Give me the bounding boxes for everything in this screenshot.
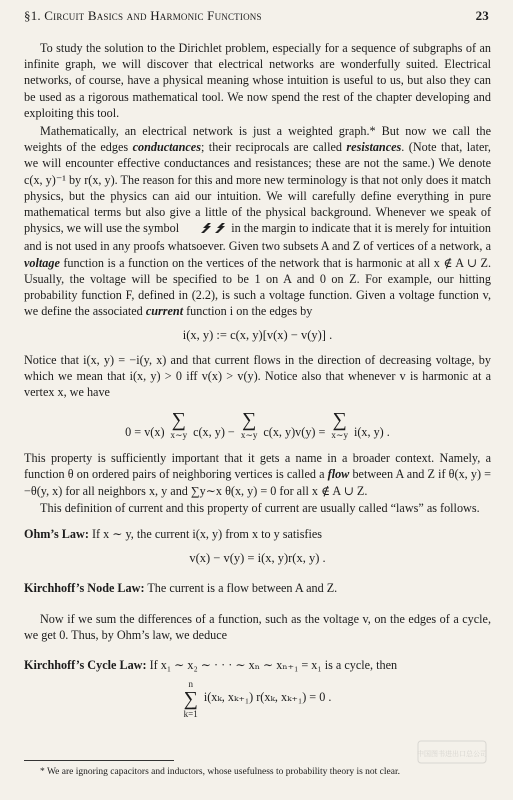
ohms-law: Ohm’s Law: If x ∼ y, the current i(x, y) from x to y satisfies	[24, 527, 323, 542]
ohms-law-title: Ohm’s Law:	[24, 527, 89, 542]
footnote: * We are ignoring capacitors and inductors, whose usefulness to probability theory is not clear.	[40, 767, 400, 777]
publisher-stamp-watermark	[417, 740, 487, 764]
page-number: 23	[475, 8, 489, 23]
paragraph-cycle-sum: Now if we sum the differences of a function, such as the voltage v, on the edges of a cycle, we get 0. Thus, by Ohm’s law, we deduce	[24, 611, 491, 642]
equation-ohm: v(x) − v(y) = i(x, y)r(x, y) .	[189, 551, 326, 566]
node-law-title: Kirchhoff’s Node Law:	[24, 581, 145, 596]
lightning-bolts-icon	[182, 222, 228, 238]
paragraph-network: Mathematically, an electrical network is just a weighted graph.* But now we call the weights of the edges conductances; their reciprocals are called resistances. (Note that, later, we will encounter effective conductances and resistances; these are not the same.) We denote c(x, y)⁻¹ by r(x, y). The reason for this and more new terminology is that not only does it match physics, but the physics can aid our intuition. We will carefully define everything in pure mathematical terms but also give a little of the physical background. Whenever we speak of physics, we will use the symbol in the margin to indicate that it is merely for intuition and is not used in any proofs whatsoever. Given two subsets A and Z of vertices of a network, a voltage function is a function on the vertices of the network that is harmonic at all x ∉ A ∪ Z. Usually, the voltage will be specified to be 1 on A and 0 on Z. For example, our hitting probability function F, defined in (2.2), is such a voltage function. Given a voltage function v, we define the associated current function i on the edges by	[24, 124, 491, 319]
equation-harmonic-sum: 0 = v(x) ∑ x∼y c(x, y) − ∑ x∼y c(x, y)v(y) = ∑ x∼y i(x, y) .	[125, 409, 390, 441]
paragraph-laws-intro: This definition of current and this property of current are usually called “laws” as follows.	[40, 500, 480, 515]
paragraph-current-flow: Notice that i(x, y) = −i(y, x) and that current flows in the direction of decreasing voltage, by which we mean that i(x, y) > 0 iff v(x) > v(y). Notice also that whenever v is harmonic at a vertex x, we have	[24, 352, 491, 400]
equation-current: i(x, y) := c(x, y)[v(x) − v(y)] .	[182, 328, 333, 343]
svg-text:中国图书进出口总公司: 中国图书进出口总公司	[417, 750, 487, 758]
term-flow: flow	[327, 467, 350, 482]
paragraph-intro: To study the solution to the Dirichlet problem, especially for a sequence of subgraphs of an infinite graph, we will discover that electrical networks are wonderfully suited. Electrical networks, of course, have a physical meaning whose intuition is useful to us, but also they can be used as a rigorous mathematical tool. We now spend the rest of the chapter developing and exploiting this tool.	[24, 41, 491, 120]
section-title: §1. Circuit Basics and Harmonic Functions	[24, 8, 262, 23]
term-resistances: resistances	[346, 140, 402, 155]
term-conductances: conductances	[132, 140, 201, 155]
paragraph-flow-definition: This property is sufficiently important that it gets a name in a broader context. Namely, a function θ on ordered pairs of neighboring vertices is called a flow between A and Z if θ(x, y) = −θ(y, x) for all neighbors x, y and ∑y∼x θ(x, y) = 0 for all x ∉ A ∪ Z.	[24, 451, 492, 498]
cycle-law-title: Kirchhoff’s Cycle Law:	[24, 658, 147, 673]
term-voltage: voltage	[24, 255, 60, 270]
kirchhoff-node-law: Kirchhoff’s Node Law: The current is a flow between A and Z.	[24, 581, 338, 596]
term-current: current	[145, 304, 184, 319]
body-text	[24, 40, 491, 729]
equation-cycle-law: n ∑ k=1 i(xₖ, xₖ₊₁) r(xₖ, xₖ₊₁) = 0 .	[183, 679, 332, 720]
kirchhoff-cycle-law: Kirchhoff’s Cycle Law: If x₁ ∼ x₂ ∼ · · · ∼ xₙ ∼ xₙ₊₁ = x₁ is a cycle, then	[24, 658, 398, 673]
footnote-divider	[24, 760, 174, 761]
